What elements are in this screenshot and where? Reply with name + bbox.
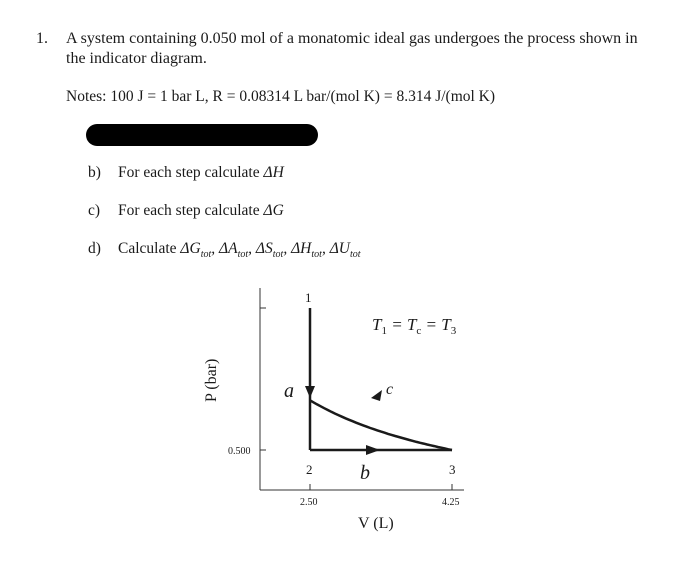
part-b-math: ΔH [263, 164, 284, 181]
y-axis-label: P (bar) [203, 358, 220, 402]
isotherm-equation: $T_1 = T_c = T_3$ [372, 315, 457, 337]
step-c-isotherm [310, 400, 452, 450]
point-2-label: 2 [306, 462, 313, 477]
part-c-text: For each step calculate [118, 202, 264, 219]
question-notes: Notes: 100 J = 1 bar L, R = 0.08314 L bar/(mol K) = 8.314 J/(mol K) [66, 88, 496, 105]
y-tick-label: 0.500 [228, 446, 251, 457]
step-b-label: b [360, 462, 370, 484]
point-3-label: 3 [449, 462, 456, 477]
part-d-label: d) [88, 240, 101, 257]
x-tick-label-1: 2.50 [300, 497, 318, 508]
part-d-text: Calculate [118, 240, 181, 257]
part-b-text: For each step calculate [118, 164, 264, 181]
question-text-line2: the indicator diagram. [66, 50, 207, 67]
arrow-up-left-icon [371, 390, 382, 401]
step-c-label: c [386, 381, 394, 398]
part-c-math: ΔG [263, 202, 284, 219]
part-d-math: $\Delta G_{tot}$, $\Delta A_{tot}$, $\Delta S_{tot}$, $\Delta H_{tot}$, $\Delta U_{tot}$ [180, 240, 361, 261]
step-a-label: a [284, 380, 294, 402]
question-text-line1: A system containing 0.050 mol of a monatomic ideal gas undergoes the process shown in [66, 30, 638, 47]
arrow-down-icon [305, 386, 315, 398]
x-axis-label: V (L) [358, 515, 394, 532]
part-c-label: c) [88, 202, 101, 219]
arrow-right-icon [366, 445, 380, 455]
x-tick-label-2: 4.25 [442, 497, 460, 508]
question-number: 1. [36, 30, 48, 47]
part-b-label: b) [88, 164, 101, 181]
point-1-label: 1 [305, 290, 312, 305]
